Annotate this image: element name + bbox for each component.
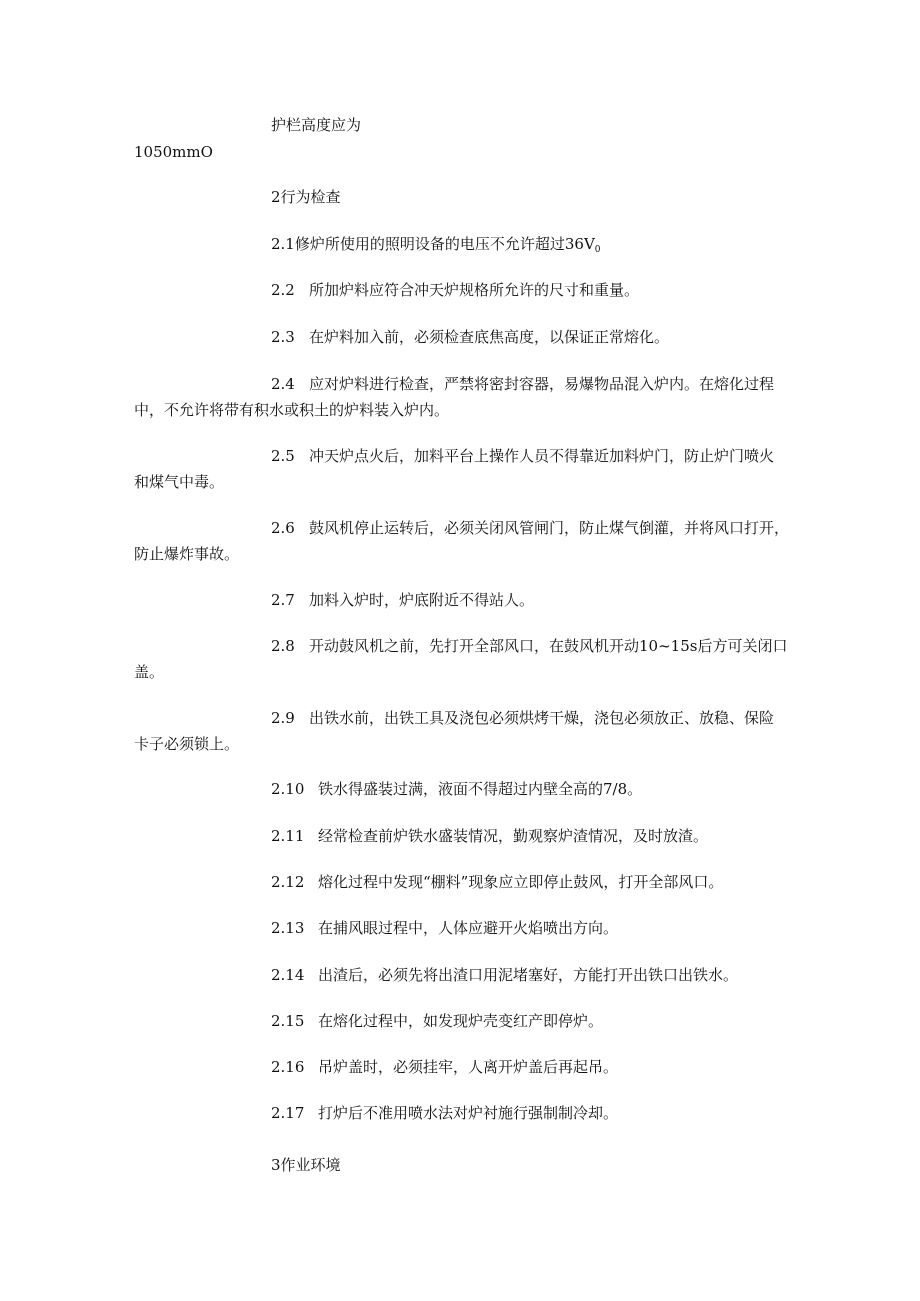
intro-text-continuation: 1050mmO (134, 143, 213, 161)
item-2-10 (271, 779, 642, 799)
item-2-1-text: 2.1修炉所使用的照明设备的电压不允许超过36V (271, 235, 595, 253)
item-2-4-continuation: 中，不允许将带有积水或积土的炉料装入炉内。 (134, 401, 450, 419)
item-number: 2.12 (271, 873, 305, 891)
item-text: 熔化过程中发现“棚料”现象应立即停止鼓风，打开全部风口。 (318, 873, 724, 891)
item-text: 冲天炉点火后，加料平台上操作人员不得靠近加料炉门，防止炉门喷火 (309, 447, 775, 465)
item-2-12 (271, 872, 723, 892)
item-text: 应对炉料进行检查，严禁将密封容器，易爆物品混入炉内。在熔化过程 (309, 375, 775, 393)
item-2-5 (271, 446, 774, 466)
item-text: 加料入炉时，炉底附近不得站人。 (309, 591, 535, 609)
item-number: 2.16 (271, 1058, 305, 1076)
item-text: 在炉料加入前，必须检查底焦高度，以保证正常熔化。 (309, 328, 670, 346)
item-text: 鼓风机停止运转后，必须关闭风管闸门，防止煤气倒灌，并将风口打开， (309, 519, 790, 537)
item-number: 2.13 (271, 919, 305, 937)
item-text: 铁水得盛装过满，液面不得超过内壁全高的7/8。 (318, 780, 643, 798)
item-number: 2.7 (271, 591, 295, 609)
item-text: 开动鼓风机之前，先打开全部风口，在鼓风机开动10~15s后方可关闭口 (309, 637, 788, 655)
item-number: 2.15 (271, 1012, 305, 1030)
item-number: 2.17 (271, 1104, 305, 1122)
item-2-5-continuation: 和煤气中毒。 (134, 473, 225, 491)
item-2-17 (271, 1103, 618, 1123)
item-text: 吊炉盖时，必须挂牢，人离开炉盖后再起吊。 (318, 1058, 619, 1076)
item-2-1 (271, 234, 601, 260)
item-2-16 (271, 1057, 618, 1077)
item-2-1-subscript: 0 (594, 245, 601, 255)
section-3-heading: 3作业环境 (271, 1156, 341, 1174)
intro-text: 护栏高度应为 (271, 116, 362, 134)
item-2-9-continuation: 卡子必须锁上。 (134, 735, 240, 753)
item-number: 2.9 (271, 709, 295, 727)
item-2-14 (271, 965, 738, 985)
item-2-11 (271, 826, 708, 846)
item-text: 在捕风眼过程中，人体应避开火焰喷出方向。 (318, 919, 619, 937)
item-2-8 (271, 636, 787, 656)
item-2-7 (271, 590, 534, 610)
item-text: 打炉后不准用喷水法对炉衬施行强制制冷却。 (318, 1104, 619, 1122)
item-number: 2.14 (271, 966, 305, 984)
item-2-13 (271, 918, 618, 938)
item-number: 2.11 (271, 827, 305, 845)
item-text: 所加炉料应符合冲天炉规格所允许的尺寸和重量。 (309, 281, 640, 299)
item-2-6-continuation: 防止爆炸事故。 (134, 545, 240, 563)
item-number: 2.10 (271, 780, 305, 798)
item-2-6 (271, 518, 789, 538)
item-number: 2.6 (271, 519, 295, 537)
item-text: 在熔化过程中，如发现炉壳变红产即停炉。 (318, 1012, 604, 1030)
item-2-3 (271, 327, 669, 347)
item-2-4 (271, 374, 774, 394)
item-2-15 (271, 1011, 603, 1031)
item-2-8-continuation: 盖。 (134, 663, 165, 681)
section-2-heading: 2行为检查 (271, 188, 341, 206)
item-number: 2.8 (271, 637, 295, 655)
item-text: 出渣后，必须先将出渣口用泥堵塞好，方能打开出铁口出铁水。 (318, 966, 739, 984)
item-number: 2.2 (271, 281, 295, 299)
item-number: 2.3 (271, 328, 295, 346)
item-number: 2.4 (271, 375, 295, 393)
item-number: 2.5 (271, 447, 295, 465)
item-text: 出铁水前，出铁工具及浇包必须烘烤干燥，浇包必须放正、放稳、保险 (309, 709, 775, 727)
item-text: 经常检查前炉铁水盛装情况，勤观察炉渣情况，及时放渣。 (318, 827, 709, 845)
item-2-2 (271, 280, 639, 300)
item-2-9 (271, 708, 774, 728)
